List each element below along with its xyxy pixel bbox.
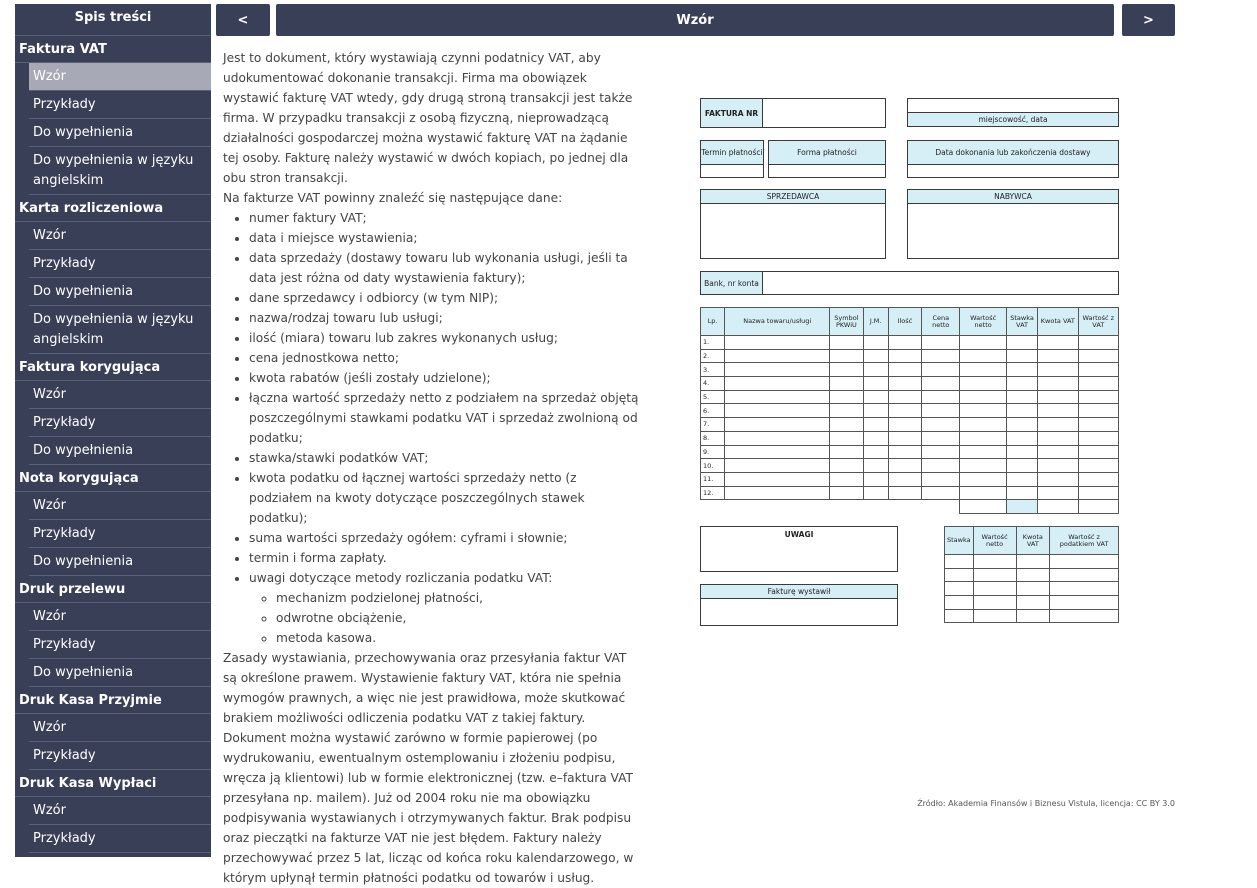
table-cell	[960, 445, 1006, 459]
payment-form-label: Forma płatności	[769, 141, 885, 165]
vat-method-item: ◦ metoda kasowa.	[276, 628, 641, 648]
table-row	[701, 445, 1119, 459]
row-number: 10.	[701, 459, 725, 473]
requirement-item: • numer faktury VAT;	[249, 208, 641, 228]
table-cell	[725, 472, 830, 486]
table-cell	[725, 377, 830, 391]
summary-cell	[1016, 582, 1050, 596]
requirement-item: • suma wartości sprzedaży ogółem: cyframi i słownie;	[249, 528, 641, 548]
summary-cell	[1016, 555, 1050, 569]
sidebar-section[interactable]: Druk przelewu	[15, 576, 211, 603]
table-cell	[725, 486, 830, 500]
table-cell	[1038, 404, 1078, 418]
table-cell	[922, 363, 960, 377]
sidebar-item[interactable]: Do wypełnienia w języku angielskim	[29, 306, 211, 354]
table-cell	[830, 377, 863, 391]
seller-box	[700, 189, 886, 259]
table-cell	[1006, 486, 1037, 500]
table-cell	[888, 445, 921, 459]
requirement-item: • uwagi dotyczące metody rozliczania podatku VAT: ◦ mechanizm podzielonej płatności, ◦ odwrotne obciążenie, ◦ metoda kasowa.	[249, 568, 641, 648]
summary-table	[944, 526, 1119, 623]
place-date-box	[907, 98, 1119, 127]
table-cell	[725, 445, 830, 459]
table-cell	[830, 459, 863, 473]
table-cell	[863, 472, 888, 486]
totals-cell	[922, 500, 960, 514]
sidebar-item[interactable]: Wzór	[29, 222, 211, 250]
summary-row	[945, 609, 1119, 623]
invoice-number-box	[700, 98, 886, 128]
table-cell	[830, 486, 863, 500]
vat-methods-list	[276, 588, 641, 648]
table-cell	[830, 431, 863, 445]
table-row	[701, 336, 1119, 350]
table-cell	[960, 404, 1006, 418]
table-cell	[863, 431, 888, 445]
table-row	[701, 459, 1119, 473]
notes-label: UWAGI	[784, 530, 814, 539]
table-cell	[1078, 336, 1118, 350]
table-cell	[1038, 486, 1078, 500]
intro-paragraph: Jest to dokument, który wystawiają czynni podatnicy VAT, aby udokumentować dokonanie transakcji. Firma ma obowiązek wystawić fakturę VAT wtedy, gdy drugą stroną transakcji jest także firma. W przypadku transakcji z osobą fizyczną, nieprowadzącą działalności gospodarczej można wystawić fakturę VAT na żądanie tej osoby. Fakturę należy wystawić w dwóch kopiach, po jednej dla obu stron transakcji.	[223, 51, 633, 185]
summary-cell	[1016, 596, 1050, 610]
table-cell	[863, 418, 888, 432]
table-cell	[863, 459, 888, 473]
invoice-number-label: FAKTURA NR	[701, 99, 763, 127]
sidebar-item[interactable]: Do wypełnienia w języku angielskim	[29, 147, 211, 195]
table-row	[701, 404, 1119, 418]
table-cell	[725, 459, 830, 473]
table-cell	[725, 431, 830, 445]
requirement-item: • ilość (miara) towaru lub zakres wykonanych usług;	[249, 328, 641, 348]
row-number: 7.	[701, 418, 725, 432]
sidebar-item[interactable]: Wzór	[29, 797, 211, 825]
sidebar-section[interactable]: Druk Kasa Wypłaci	[15, 770, 211, 797]
items-column-header: J.M.	[863, 308, 888, 336]
table-cell	[863, 390, 888, 404]
table-cell	[888, 486, 921, 500]
requirement-item: • cena jednostkowa netto;	[249, 348, 641, 368]
table-cell	[1078, 418, 1118, 432]
table-cell	[1038, 390, 1078, 404]
row-number: 1.	[701, 336, 725, 350]
summary-cell	[945, 568, 974, 582]
sidebar-item[interactable]: Do wypełnienia	[29, 659, 211, 687]
vat-method-item: ◦ mechanizm podzielonej płatności,	[276, 588, 641, 608]
totals-cell	[830, 500, 863, 514]
summary-cell	[945, 609, 974, 623]
table-cell	[922, 418, 960, 432]
table-cell	[1006, 459, 1037, 473]
totals-cell	[725, 500, 830, 514]
table-cell	[1006, 336, 1037, 350]
table-row	[701, 349, 1119, 363]
table-cell	[1038, 472, 1078, 486]
table-cell	[960, 349, 1006, 363]
summary-cell	[973, 582, 1016, 596]
table-cell	[922, 377, 960, 391]
table-cell	[1038, 349, 1078, 363]
requirement-item: • nazwa/rodzaj towaru lub usługi;	[249, 308, 641, 328]
summary-cell	[945, 596, 974, 610]
table-cell	[725, 336, 830, 350]
table-cell	[830, 445, 863, 459]
table-cell	[1078, 472, 1118, 486]
table-cell	[725, 363, 830, 377]
items-column-header: Cena netto	[922, 308, 960, 336]
list-intro: Na fakturze VAT powinny znaleźć się następujące dane:	[223, 191, 563, 205]
summary-cell	[973, 609, 1016, 623]
table-cell	[960, 431, 1006, 445]
table-cell	[830, 336, 863, 350]
sidebar-section[interactable]: Nota korygująca	[15, 465, 211, 492]
summary-row	[945, 555, 1119, 569]
table-cell	[922, 459, 960, 473]
table-cell	[922, 431, 960, 445]
row-number: 11.	[701, 472, 725, 486]
invoice-template-image	[700, 98, 1120, 628]
sidebar	[15, 4, 211, 857]
sidebar-item[interactable]: Przykłady	[29, 631, 211, 659]
sidebar-item[interactable]: Przykłady	[29, 250, 211, 278]
requirement-item: • łączna wartość sprzedaży netto z podziałem na sprzedaż objętą poszczególnymi stawkami podatku VAT i sprzedaż zwolnioną od podatku;	[249, 388, 641, 448]
table-cell	[1078, 377, 1118, 391]
table-cell	[1078, 431, 1118, 445]
items-column-header: Stawka VAT	[1006, 308, 1037, 336]
table-cell	[863, 377, 888, 391]
table-cell	[888, 363, 921, 377]
table-row	[701, 377, 1119, 391]
table-cell	[863, 349, 888, 363]
table-cell	[1038, 459, 1078, 473]
table-cell	[863, 363, 888, 377]
sidebar-item[interactable]: Wzór	[29, 603, 211, 631]
table-cell	[830, 349, 863, 363]
table-cell	[1006, 431, 1037, 445]
table-cell	[1078, 363, 1118, 377]
table-row	[701, 363, 1119, 377]
summary-column-header: Stawka	[945, 527, 974, 555]
sidebar-section[interactable]: Druk Kasa Przyjmie	[15, 687, 211, 714]
table-cell	[960, 459, 1006, 473]
table-cell	[1006, 404, 1037, 418]
row-number: 3.	[701, 363, 725, 377]
table-cell	[863, 404, 888, 418]
table-cell	[888, 431, 921, 445]
summary-row	[945, 568, 1119, 582]
table-row	[701, 390, 1119, 404]
totals-cell	[1078, 500, 1118, 514]
sidebar-item[interactable]: Wzór	[29, 492, 211, 520]
requirement-item: • kwota rabatów (jeśli zostały udzielone);	[249, 368, 641, 388]
sidebar-item[interactable]: Do wypełnienia	[29, 119, 211, 147]
table-cell	[1078, 390, 1118, 404]
table-cell	[863, 445, 888, 459]
table-cell	[1006, 418, 1037, 432]
issuer-box	[700, 584, 898, 626]
table-cell	[922, 445, 960, 459]
page-title: Wzór	[276, 4, 1114, 36]
requirements-list	[249, 208, 641, 648]
summary-column-header: Wartość netto	[973, 527, 1016, 555]
summary-cell	[973, 596, 1016, 610]
items-column-header: Ilość	[888, 308, 921, 336]
items-column-header: Kwota VAT	[1038, 308, 1078, 336]
table-cell	[1038, 418, 1078, 432]
payment-term-label: Termin płatności	[701, 141, 763, 165]
notes-box	[700, 526, 898, 572]
sidebar-item[interactable]: Przykłady	[29, 409, 211, 437]
table-cell	[922, 486, 960, 500]
article-content	[223, 48, 641, 888]
image-source: Źródło: Akademia Finansów i Biznesu Vistula, licencja: CC BY 3.0	[917, 799, 1175, 808]
summary-cell	[1050, 582, 1119, 596]
summary-cell	[1050, 568, 1119, 582]
summary-cell	[1016, 609, 1050, 623]
sidebar-item[interactable]: Przykłady	[29, 91, 211, 119]
table-cell	[1006, 472, 1037, 486]
row-number: 12.	[701, 486, 725, 500]
sidebar-item[interactable]: Przykłady	[29, 825, 211, 853]
table-row	[701, 486, 1119, 500]
buyer-label: NABYWCA	[908, 190, 1118, 204]
row-number: 9.	[701, 445, 725, 459]
sidebar-section[interactable]: Faktura korygująca	[15, 354, 211, 381]
table-cell	[960, 472, 1006, 486]
summary-column-header: Kwota VAT	[1016, 527, 1050, 555]
sidebar-item[interactable]: Do wypełnienia	[29, 437, 211, 465]
table-cell	[830, 404, 863, 418]
items-column-header: Wartość z VAT	[1078, 308, 1118, 336]
table-cell	[1078, 349, 1118, 363]
table-cell	[960, 486, 1006, 500]
table-row	[701, 431, 1119, 445]
sidebar-item[interactable]: Do wypełnienia	[29, 278, 211, 306]
totals-row	[701, 500, 1119, 514]
row-number: 6.	[701, 404, 725, 418]
summary-cell	[1050, 555, 1119, 569]
requirement-item: • stawka/stawki podatków VAT;	[249, 448, 641, 468]
table-cell	[830, 363, 863, 377]
totals-cell	[863, 500, 888, 514]
table-cell	[922, 336, 960, 350]
summary-cell	[973, 555, 1016, 569]
delivery-date-label: Data dokonania lub zakończenia dostawy	[908, 141, 1118, 165]
table-cell	[922, 472, 960, 486]
table-cell	[830, 472, 863, 486]
summary-table-wrap	[944, 526, 1119, 623]
table-cell	[1038, 431, 1078, 445]
table-cell	[888, 472, 921, 486]
sidebar-list	[15, 36, 211, 853]
payment-term-box	[700, 140, 764, 178]
vat-method-item: ◦ odwrotne obciążenie,	[276, 608, 641, 628]
table-cell	[922, 349, 960, 363]
table-cell	[960, 377, 1006, 391]
table-cell	[888, 459, 921, 473]
summary-cell	[1050, 609, 1119, 623]
table-cell	[863, 336, 888, 350]
sidebar-item[interactable]: Wzór	[29, 63, 211, 91]
sidebar-title: Spis treści	[15, 4, 211, 36]
row-number: 5.	[701, 390, 725, 404]
table-cell	[830, 418, 863, 432]
table-cell	[1038, 445, 1078, 459]
items-table-wrap	[700, 307, 1119, 514]
delivery-date-box	[907, 140, 1119, 178]
issuer-label: Fakturę wystawił	[701, 585, 897, 599]
requirement-item: • termin i forma zapłaty.	[249, 548, 641, 568]
summary-column-header: Wartość z podatkiem VAT	[1050, 527, 1119, 555]
table-cell	[888, 418, 921, 432]
table-cell	[1006, 390, 1037, 404]
table-cell	[1078, 445, 1118, 459]
requirement-item: • dane sprzedawcy i odbiorcy (w tym NIP);	[249, 288, 641, 308]
items-column-header: Symbol PKWiU	[830, 308, 863, 336]
table-cell	[1038, 377, 1078, 391]
table-row	[701, 472, 1119, 486]
bank-box	[700, 271, 1119, 295]
table-cell	[725, 349, 830, 363]
table-cell	[960, 418, 1006, 432]
summary-cell	[945, 555, 974, 569]
table-cell	[888, 404, 921, 418]
table-cell	[960, 390, 1006, 404]
table-cell	[1038, 336, 1078, 350]
items-column-header: Wartość netto	[960, 308, 1006, 336]
summary-cell	[1050, 596, 1119, 610]
totals-cell	[1038, 500, 1078, 514]
table-cell	[888, 390, 921, 404]
table-cell	[888, 349, 921, 363]
table-cell	[1006, 445, 1037, 459]
requirement-item: • data i miejsce wystawienia;	[249, 228, 641, 248]
prev-button[interactable]: <	[216, 4, 270, 36]
seller-label: SPRZEDAWCA	[701, 190, 885, 204]
summary-row	[945, 582, 1119, 596]
place-date-label: miejscowość, data	[908, 112, 1118, 126]
table-cell	[960, 336, 1006, 350]
bank-label: Bank, nr konta	[701, 272, 763, 294]
payment-form-box	[768, 140, 886, 178]
totals-cell	[888, 500, 921, 514]
table-cell	[1038, 363, 1078, 377]
table-cell	[1078, 404, 1118, 418]
buyer-box	[907, 189, 1119, 259]
sidebar-item[interactable]: Przykłady	[29, 742, 211, 770]
sidebar-item[interactable]: Przykłady	[29, 520, 211, 548]
table-cell	[830, 390, 863, 404]
summary-cell	[1016, 568, 1050, 582]
sidebar-item[interactable]: Wzór	[29, 714, 211, 742]
requirement-item: • kwota podatku od łącznej wartości sprzedaży netto (z podziałem na kwoty dotyczące poszczególnych stawek podatku);	[249, 468, 641, 528]
totals-cell	[960, 500, 1006, 514]
sidebar-item[interactable]: Wzór	[29, 381, 211, 409]
items-table	[700, 307, 1119, 514]
table-cell	[725, 404, 830, 418]
summary-row	[945, 596, 1119, 610]
items-column-header: Nazwa towaru/usługi	[725, 308, 830, 336]
table-cell	[888, 377, 921, 391]
row-number: 4.	[701, 377, 725, 391]
totals-cell	[701, 500, 725, 514]
table-cell	[1078, 459, 1118, 473]
table-cell	[1078, 486, 1118, 500]
table-cell	[922, 390, 960, 404]
requirement-item: • data sprzedaży (dostawy towaru lub wykonania usługi, jeśli ta data jest różna od daty wystawienia faktury);	[249, 248, 641, 288]
totals-cell	[1006, 500, 1037, 514]
summary-cell	[945, 582, 974, 596]
next-button[interactable]: >	[1122, 4, 1175, 36]
sidebar-section[interactable]: Karta rozliczeniowa	[15, 195, 211, 222]
table-cell	[863, 486, 888, 500]
items-column-header: Lp.	[701, 308, 725, 336]
table-cell	[960, 363, 1006, 377]
outro-paragraph: Zasady wystawiania, przechowywania oraz przesyłania faktur VAT są określone prawem. Wystawienie faktury VAT, która nie spełnia wymogów prawnych, a więc nie jest prawidłowa, może skutkować brakiem możliwości odliczenia podatku VAT z takiej faktury. Dokument można wystawić zarówno w formie papierowej (po wydrukowaniu, ewentualnym ostemplowaniu i złożeniu podpisu, wręcza ją klientowi) lub w formie elektronicznej (tzw. e–faktura VAT przesyłana np. mailem). Już od 2004 roku nie ma obowiązku podpisywania wystawianych i otrzymywanych faktur. Brak podpisu oraz pieczątki na fakturze VAT nie jest błędem. Faktury należy przechowywać przez 5 lat, licząc od końca roku kalendarzowego, w którym upłynął termin płatności podatku od towarów i usług.	[223, 651, 634, 885]
table-cell	[725, 418, 830, 432]
sidebar-section[interactable]: Faktura VAT	[15, 36, 211, 63]
summary-cell	[973, 568, 1016, 582]
table-cell	[1006, 349, 1037, 363]
sidebar-item[interactable]: Do wypełnienia	[29, 548, 211, 576]
table-cell	[1006, 377, 1037, 391]
row-number: 2.	[701, 349, 725, 363]
table-row	[701, 418, 1119, 432]
table-cell	[725, 390, 830, 404]
row-number: 8.	[701, 431, 725, 445]
table-cell	[888, 336, 921, 350]
table-cell	[922, 404, 960, 418]
table-cell	[1006, 363, 1037, 377]
